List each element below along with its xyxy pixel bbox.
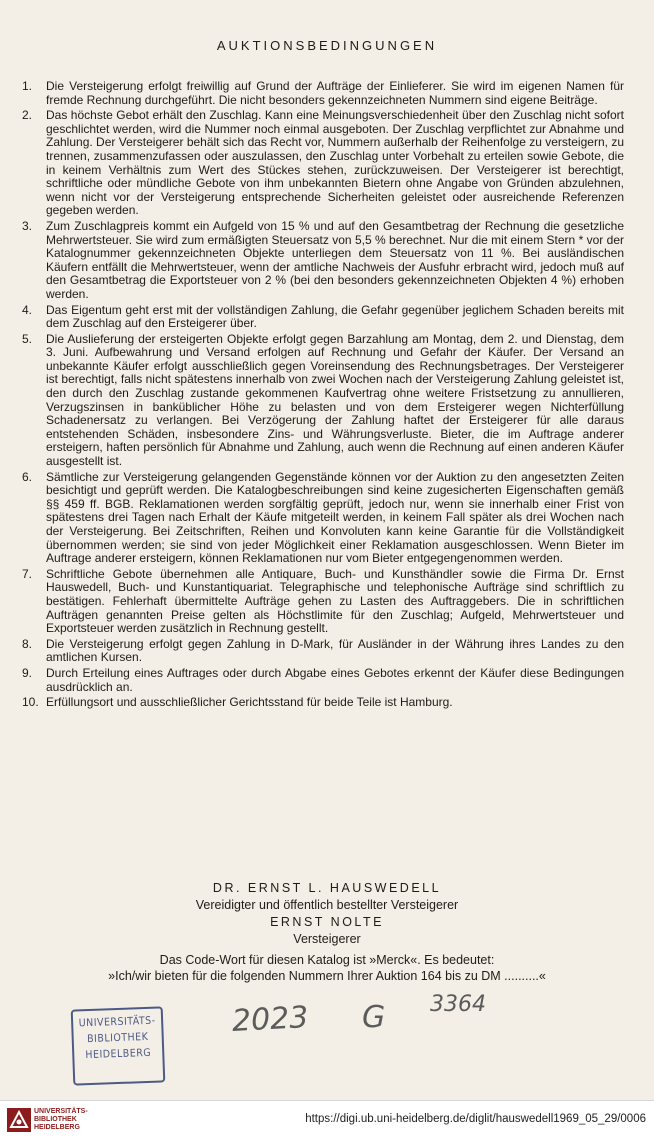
source-url-link[interactable]: https://digi.ub.uni-heidelberg.de/diglit/hauswedell1969_05_29/0006 — [305, 1113, 646, 1125]
condition-text: Erfüllungsort und ausschließlicher Gerichtsstand für beide Teile ist Hamburg. — [46, 695, 453, 710]
condition-number: 4. — [22, 302, 33, 317]
condition-item — [22, 333, 624, 469]
viewer-footer-bar — [0, 1100, 654, 1140]
logo-line: BIBLIOTHEK — [34, 1116, 77, 1123]
page-title: AUKTIONSBEDINGUNGEN — [216, 38, 438, 53]
condition-item — [22, 471, 624, 566]
condition-text: Sämtliche zur Versteigerung gelangenden Gegenstände können vor der Auktion zu den angesetzten Zeiten besichtigt und geprüft werden. Die Katalogbeschreibungen sind keine zugesicherten Eigenschaften gemäß §§ 459 ff. BGB. Reklamationen werden sorgfältig geprüft, jedoch nur, wenn sie innerhalb einer Frist von spätestens drei Tagen nach Erhalt der Käufe mitgeteilt werden, in keinem Fall später als drei Wochen nach der Versteigerung. Bei Zeitschriften, Reihen und Konvoluten kann keine Garantie für die Vollständigkeit übernommen werden; sie sind von jeder Möglichkeit einer Reklamation ausgeschlossen. Wenn Bieter im Auftrage anderer ersteigern, können Reklamationen nur vom Bieter entgegengenommen werden. — [46, 469, 624, 566]
condition-number: 8. — [22, 636, 33, 651]
condition-item — [22, 220, 624, 302]
condition-item — [22, 696, 624, 710]
condition-number: 10. — [22, 695, 39, 710]
auctioneer-role: Vereidigter und öffentlich bestellter Versteigerer — [195, 898, 459, 912]
condition-number: 6. — [22, 469, 33, 484]
condition-item — [22, 109, 624, 218]
shelfmark-part: 3364 — [430, 992, 486, 1017]
condition-number: 5. — [22, 331, 33, 346]
code-word-line: »Ich/wir bieten für die folgenden Nummern Ihrer Auktion 164 bis zu DM ..........« — [108, 969, 546, 983]
stamp-line: BIBLIOTHEK — [86, 1030, 149, 1046]
condition-number: 2. — [22, 108, 33, 123]
condition-text: Durch Erteilung eines Auftrages oder durch Abgabe eines Gebotes erkennt der Käufer diese Bedingungen ausdrücklich an. — [46, 665, 624, 694]
condition-text: Die Versteigerung erfolgt gegen Zahlung in D-Mark, für Ausländer in der Währung ihres Landes zu den amtlichen Kursen. — [46, 636, 624, 665]
condition-item — [22, 80, 624, 107]
auctioneer-name-2: ERNST NOLTE — [270, 915, 384, 929]
handwritten-shelfmark — [231, 992, 532, 1042]
condition-item — [22, 304, 624, 331]
stamp-line: HEIDELBERG — [85, 1046, 152, 1062]
code-word-note — [0, 952, 654, 984]
shelfmark-part: G — [362, 1000, 386, 1035]
stamp-line: UNIVERSITÄTS- — [78, 1014, 156, 1030]
logo-line: HEIDELBERG — [34, 1124, 80, 1131]
conditions-list — [22, 80, 624, 712]
shelfmark-part: 2023 — [231, 1000, 310, 1039]
condition-text: Zum Zuschlagpreis kommt ein Aufgeld von 15 % und auf den Gesamtbetrag der Rechnung die gesetzliche Mehrwertsteuer. Sie wird zum ermäßigten Steuersatz von 5,5 % berechnet. Nur die mit einem Stern * vor der Katalognummer gekennzeichneten Objekte unterliegen dem Steuersatz von 11 %. Bei ausländischen Käufern entfällt die Mehrwertsteuer, wenn der amtliche Nachweis der Ausfuhr erbracht wird, jedoch muß auf den Gesamtbetrag die Exportsteuer von 2 % (bei den besonders gekennzeichneten Objekten 4 %) erhoben werden. — [46, 218, 624, 301]
auctioneer-name: DR. ERNST L. HAUSWEDELL — [212, 881, 442, 895]
condition-number: 3. — [22, 218, 33, 233]
library-logo[interactable] — [34, 1108, 88, 1132]
library-stamp — [71, 1006, 166, 1085]
condition-text: Das Eigentum geht erst mit der vollständigen Zahlung, die Gefahr gegenüber jeglichem Schaden bereits mit dem Zuschlag auf den Ersteigerer über. — [46, 302, 624, 331]
condition-text: Die Auslieferung der ersteigerten Objekte erfolgt gegen Barzahlung am Montag, dem 2. und Dienstag, dem 3. Juni. Aufbewahrung und Versand erfolgen auf Rechnung und Gefahr der Käufer. Der Versand an unbekannte Käufer erfolgt ausschließlich gegen Voreinsendung des Rechnungsbetrages. Der Versteigerer ist berechtigt, falls nicht spätestens innerhalb von zwei Wochen nach der Versteigerung Zahlung geleistet ist, den durch den Zuschlag zustande gekommenen Kaufvertrag ohne weitere Fristsetzung zu annullieren, Verzugszinsen in banküblicher Höhe zu belasten und von dem Ersteigerer wegen Nichterfüllung Schadenersatz zu verlangen. Bei Verzögerung der Zahlung haftet der Ersteigerer für alle daraus entstehenden Schäden, insbesondere Zins- und Währungsverluste. Bieter, die im Auftrage anderer ersteigern, haften persönlich für Abnahme und Zahlung, auch wenn die Rechnung auf einen anderen Käufer ausgestellt ist. — [46, 331, 624, 469]
signature-block — [0, 880, 654, 984]
condition-item — [22, 568, 624, 636]
code-word-line: Das Code-Wort für diesen Katalog ist »Merck«. Es bedeutet: — [159, 953, 495, 967]
condition-item — [22, 667, 624, 694]
condition-number: 1. — [22, 79, 33, 93]
auctioneer-role-2: Versteigerer — [293, 932, 361, 946]
logo-line: UNIVERSITÄTS- — [34, 1108, 88, 1115]
condition-number: 9. — [22, 665, 33, 680]
condition-text: Schriftliche Gebote übernehmen alle Antiquare, Buch- und Kunsthändler sowie die Firma Dr. Ernst Hauswedell, Buch- und Kunstantiquariat. Telegraphische und telephonische Aufträge sind schriftlich zu bestätigen. Fehlerhaft übermittelte Aufträge gehen zu Lasten des Auftraggebers. Die in schriftlichen Aufträgen genannten Preise gelten als Höchstlimite für den Zuschlag; Aufgeld, Mehrwertsteuer und Exportsteuer werden zusätzlich in Rechnung gestellt. — [46, 566, 624, 636]
condition-number: 7. — [22, 566, 33, 581]
condition-text: Die Versteigerung erfolgt freiwillig auf Grund der Aufträge der Einlieferer. Sie wird im eigenen Namen für fremde Rechnung durchgeführt. Die nicht besonders gekennzeichneten Nummern sind eigene Beiträge. — [46, 79, 624, 107]
condition-text: Das höchste Gebot erhält den Zuschlag. Kann eine Meinungsverschiedenheit über den Zuschlag nicht sofort geschlichtet werden, wird die Nummer noch einmal ausgeboten. Der Zuschlag verpflichtet zur Abnahme und Zahlung. Der Versteigerer behält sich das Recht vor, Nummern außerhalb der Reihenfolge zu versteigern, zu trennen, zusammenzufassen oder auszulassen, den Zuschlag unter Vorbehalt zu erteilen sowie Gebote, die in keinem Verhältnis zum Wert des Stückes stehen, zurückzuweisen. Der Versteigerer ist berechtigt, schriftliche oder mündliche Gebote von ihm unbekannten Bietern ohne Angabe von Gründen abzulehnen, wenn nicht vor der Versteigerung entsprechende Sicherheiten geleistet oder ausreichende Referenzen gegeben werden. — [46, 108, 624, 218]
condition-item — [22, 638, 624, 665]
university-seal-icon — [6, 1107, 32, 1133]
